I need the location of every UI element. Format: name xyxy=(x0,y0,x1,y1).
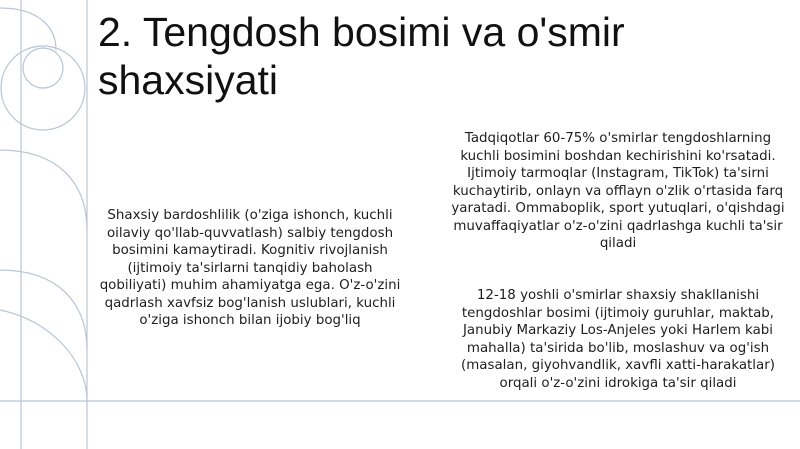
right-top-text-block: Tadqiqotlar 60-75% o'smirlar tengdoshlarning kuchli bosimini boshdan kechirishini ko'rsatadi. Ijtimoiy tarmoqlar (Instagram, TikTok) ta'sirni kuchaytirib, onlayn va offlayn o'zlik o'rtasida farq yaratadi. Ommaboplik, sport yutuqlari, o'qishdagi muvaffaqiyatlar o'z-o'zini qadrlashga kuchli ta'sir qiladi xyxy=(451,131,785,251)
right-bottom-text-block: 12-18 yoshli o'smirlar shaxsiy shakllanishi tengdoshlar bosimi (ijtimoiy guruhlar, maktab, Janubiy Markaziy Los-Anjeles yoki Harlem kabi mahalla) ta'sirida bo'lib, moslashuv va og'ish (masalan, giyohvandlik, xavfli xatti-harakatlar) orqali o'z-o'zini idrokiga ta'sir qiladi xyxy=(461,288,775,391)
deco-circle-small xyxy=(23,48,63,88)
deco-arc xyxy=(0,310,87,401)
deco-circle-large xyxy=(1,46,85,130)
deco-arc xyxy=(0,150,87,230)
slide-title: 2. Tengdosh bosimi va o'smir shaxsiyati xyxy=(98,9,625,103)
deco-arc xyxy=(0,270,87,350)
left-text-block: Shaxsiy bardoshlilik (o'ziga ishonch, kuchli oilaviy qo'llab-quvvatlash) salbiy tengdosh bosimini kamaytiradi. Kognitiv rivojlanish (ijtimoiy ta'sirlarni tanqidiy baholash qobiliyati) muhim ahamiyatga ega. O'z-o'zini qadrlash xavfsiz bog'lanish uslublari, kuchli o'ziga ishonch bilan ijobiy bog'liq xyxy=(99,208,401,328)
deco-arc xyxy=(0,8,56,50)
